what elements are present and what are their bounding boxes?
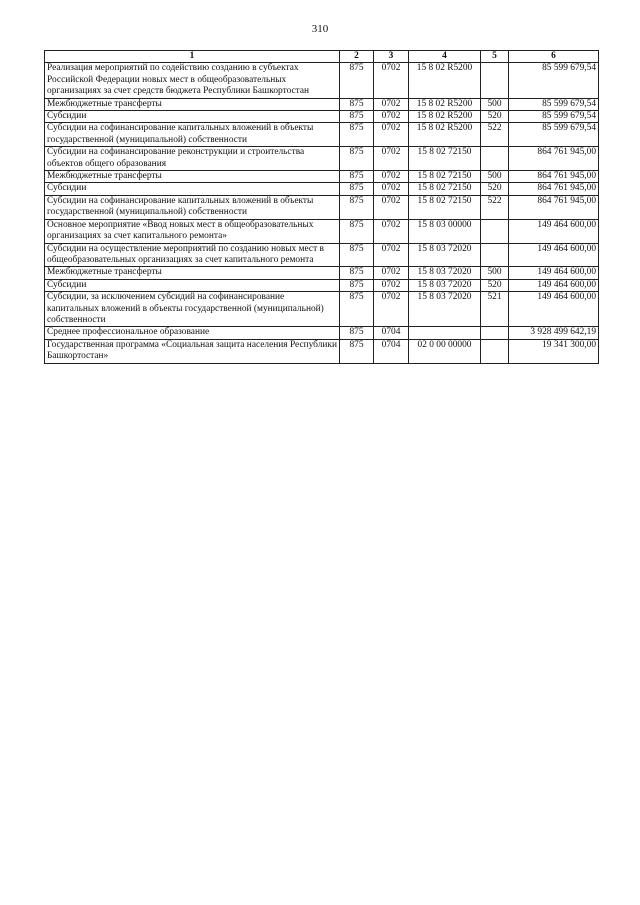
expense-name-cell: Межбюджетные трансферты	[45, 267, 340, 279]
ministry-code-cell: 875	[340, 171, 374, 183]
expense-name-cell: Среднее профессиональное образование	[45, 327, 340, 339]
table-row	[45, 292, 599, 327]
target-article-cell: 15 8 02 72150	[409, 195, 481, 219]
expense-type-cell	[481, 219, 509, 243]
expense-type-cell: 520	[481, 279, 509, 291]
ministry-code-cell: 875	[340, 147, 374, 171]
expense-name-cell: Субсидии, за исключением субсидий на софинансирование капитальных вложений в объекты государственной (муниципальной) собственности	[45, 292, 340, 327]
amount-cell: 149 464 600,00	[509, 279, 599, 291]
table-row	[45, 147, 599, 171]
expense-name-cell: Субсидии на софинансирование капитальных вложений в объекты государственной (муниципальной) собственности	[45, 123, 340, 147]
section-code-cell: 0702	[374, 279, 409, 291]
section-code-cell: 0702	[374, 195, 409, 219]
ministry-code-cell: 875	[340, 111, 374, 123]
expense-type-cell: 500	[481, 98, 509, 110]
target-article-cell	[409, 327, 481, 339]
expense-name-cell: Межбюджетные трансферты	[45, 98, 340, 110]
section-code-cell: 0704	[374, 339, 409, 363]
table-body	[45, 63, 599, 363]
table-row	[45, 171, 599, 183]
amount-cell: 85 599 679,54	[509, 123, 599, 147]
amount-cell: 149 464 600,00	[509, 243, 599, 267]
table-row	[45, 219, 599, 243]
expense-name-cell: Субсидии на осуществление мероприятий по созданию новых мест в общеобразовательных организациях за счет капитального ремонта	[45, 243, 340, 267]
target-article-cell: 15 8 02 72150	[409, 171, 481, 183]
target-article-cell: 15 8 03 72020	[409, 292, 481, 327]
expense-type-cell: 520	[481, 111, 509, 123]
section-code-cell: 0702	[374, 292, 409, 327]
expense-type-cell: 521	[481, 292, 509, 327]
table-row	[45, 111, 599, 123]
expense-name-cell: Субсидии	[45, 279, 340, 291]
section-code-cell: 0702	[374, 111, 409, 123]
amount-cell: 85 599 679,54	[509, 98, 599, 110]
ministry-code-cell: 875	[340, 327, 374, 339]
ministry-code-cell: 875	[340, 98, 374, 110]
header-col-4: 4	[409, 51, 481, 63]
amount-cell: 149 464 600,00	[509, 219, 599, 243]
expense-type-cell: 500	[481, 267, 509, 279]
target-article-cell: 15 8 03 72020	[409, 279, 481, 291]
expense-name-cell: Государственная программа «Социальная защита населения Республики Башкортостан»	[45, 339, 340, 363]
amount-cell: 864 761 945,00	[509, 171, 599, 183]
amount-cell: 864 761 945,00	[509, 183, 599, 195]
amount-cell: 3 928 499 642,19	[509, 327, 599, 339]
amount-cell: 149 464 600,00	[509, 292, 599, 327]
amount-cell: 149 464 600,00	[509, 267, 599, 279]
expense-type-cell	[481, 243, 509, 267]
target-article-cell: 15 8 03 72020	[409, 267, 481, 279]
amount-cell: 85 599 679,54	[509, 63, 599, 98]
amount-cell: 85 599 679,54	[509, 111, 599, 123]
ministry-code-cell: 875	[340, 243, 374, 267]
header-col-1: 1	[45, 51, 340, 63]
target-article-cell: 15 8 02 72150	[409, 147, 481, 171]
expense-type-cell: 522	[481, 195, 509, 219]
expense-type-cell	[481, 327, 509, 339]
header-col-5: 5	[481, 51, 509, 63]
expense-name-cell: Межбюджетные трансферты	[45, 171, 340, 183]
budget-table	[44, 50, 599, 364]
table-row	[45, 183, 599, 195]
section-code-cell: 0702	[374, 63, 409, 98]
header-col-2: 2	[340, 51, 374, 63]
ministry-code-cell: 875	[340, 339, 374, 363]
ministry-code-cell: 875	[340, 195, 374, 219]
target-article-cell: 15 8 02 R5200	[409, 123, 481, 147]
expense-name-cell: Субсидии	[45, 111, 340, 123]
expense-type-cell	[481, 339, 509, 363]
expense-name-cell: Субсидии	[45, 183, 340, 195]
ministry-code-cell: 875	[340, 183, 374, 195]
ministry-code-cell: 875	[340, 279, 374, 291]
page-number: 310	[311, 23, 329, 35]
target-article-cell: 15 8 02 R5200	[409, 63, 481, 98]
section-code-cell: 0704	[374, 327, 409, 339]
section-code-cell: 0702	[374, 183, 409, 195]
target-article-cell: 15 8 02 R5200	[409, 98, 481, 110]
table-header	[45, 51, 599, 63]
header-col-6: 6	[509, 51, 599, 63]
amount-cell: 864 761 945,00	[509, 147, 599, 171]
section-code-cell: 0702	[374, 147, 409, 171]
table-row	[45, 339, 599, 363]
table-row	[45, 243, 599, 267]
ministry-code-cell: 875	[340, 123, 374, 147]
table-row	[45, 98, 599, 110]
ministry-code-cell: 875	[340, 219, 374, 243]
table-row	[45, 279, 599, 291]
expense-name-cell: Субсидии на софинансирование капитальных вложений в объекты государственной (муниципальной) собственности	[45, 195, 340, 219]
target-article-cell: 15 8 02 R5200	[409, 111, 481, 123]
header-row	[45, 51, 599, 63]
expense-name-cell: Реализация мероприятий по содействию созданию в субъектах Российской Федерации новых мест в общеобразовательных организациях за счет средств бюджета Республики Башкортостан	[45, 63, 340, 98]
target-article-cell: 15 8 03 00000	[409, 219, 481, 243]
target-article-cell: 15 8 03 72020	[409, 243, 481, 267]
amount-cell: 19 341 300,00	[509, 339, 599, 363]
expense-type-cell: 520	[481, 183, 509, 195]
section-code-cell: 0702	[374, 267, 409, 279]
expense-name-cell: Основное мероприятие «Ввод новых мест в общеобразовательных организациях за счет капитального ремонта»	[45, 219, 340, 243]
section-code-cell: 0702	[374, 243, 409, 267]
section-code-cell: 0702	[374, 171, 409, 183]
expense-type-cell: 522	[481, 123, 509, 147]
expense-name-cell: Субсидии на софинансирование реконструкции и строительства объектов общего образования	[45, 147, 340, 171]
target-article-cell: 15 8 02 72150	[409, 183, 481, 195]
table-row	[45, 195, 599, 219]
section-code-cell: 0702	[374, 98, 409, 110]
table-row	[45, 63, 599, 98]
section-code-cell: 0702	[374, 219, 409, 243]
table-row	[45, 267, 599, 279]
expense-type-cell	[481, 63, 509, 98]
ministry-code-cell: 875	[340, 63, 374, 98]
amount-cell: 864 761 945,00	[509, 195, 599, 219]
ministry-code-cell: 875	[340, 267, 374, 279]
header-col-3: 3	[374, 51, 409, 63]
target-article-cell: 02 0 00 00000	[409, 339, 481, 363]
expense-type-cell	[481, 147, 509, 171]
table-row	[45, 327, 599, 339]
expense-type-cell: 500	[481, 171, 509, 183]
section-code-cell: 0702	[374, 123, 409, 147]
ministry-code-cell: 875	[340, 292, 374, 327]
table-row	[45, 123, 599, 147]
